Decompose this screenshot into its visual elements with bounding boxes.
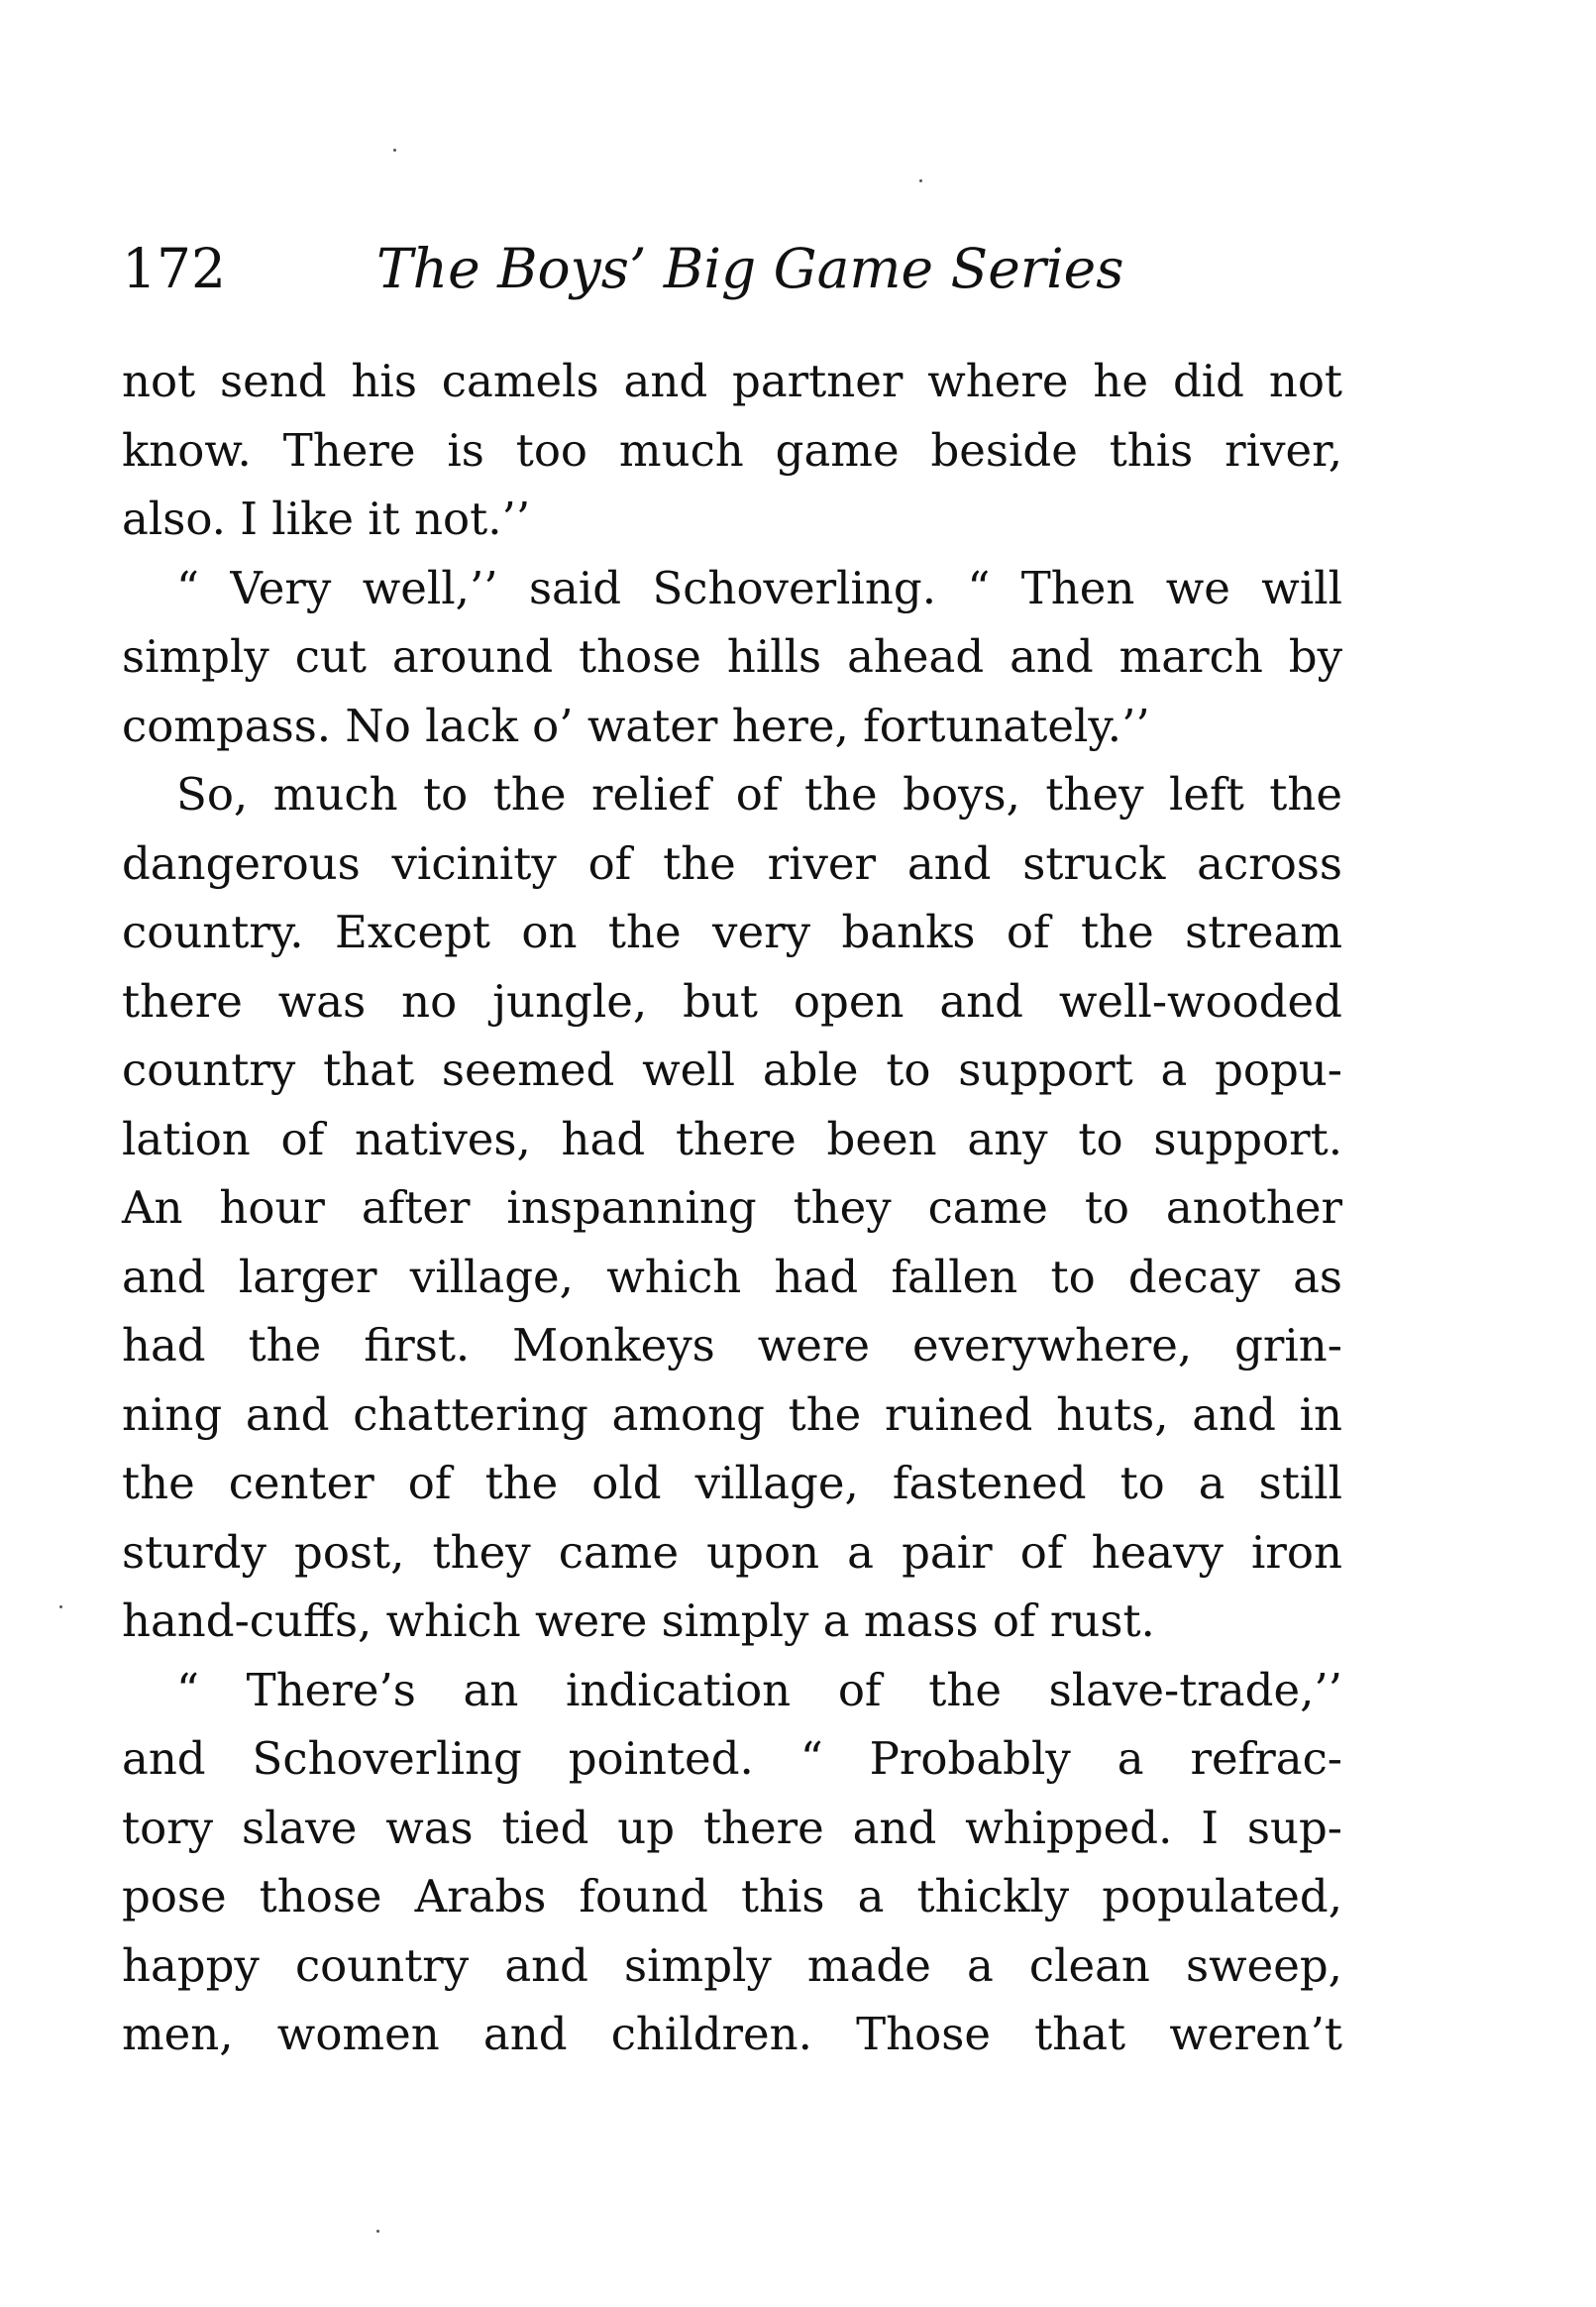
text-line-5: simply cut around those hills ahead and march by	[122, 630, 1342, 683]
text-line-14: and larger village, which had fallen to decay as	[122, 1250, 1342, 1303]
text-line-15: had the first. Monkeys were everywhere, grin-	[122, 1319, 1342, 1372]
text-line-11: country that seemed well able to support a popu-	[122, 1044, 1342, 1096]
text-line-12: lation of natives, had there been any to support.	[122, 1112, 1342, 1165]
text-line-9: country. Except on the very banks of the stream	[122, 906, 1342, 958]
page-number: 172	[122, 237, 226, 300]
text-line-21: and Schoverling pointed. “ Probably a refrac-	[122, 1732, 1342, 1785]
text-line-23: pose those Arabs found this a thickly populated,	[122, 1870, 1342, 1922]
text-line-4: “ Very well,’’ said Schoverling. “ Then we will	[176, 561, 1342, 614]
text-line-20: “ There’s an indication of the slave-trade,’’	[176, 1663, 1342, 1716]
text-line-7: So, much to the relief of the boys, they left the	[176, 768, 1342, 821]
text-line-22: tory slave was tied up there and whipped. I sup-	[122, 1801, 1342, 1854]
text-line-16: ning and chattering among the ruined huts, and in	[122, 1387, 1342, 1441]
print-speck	[59, 1605, 62, 1608]
text-line-24: happy country and simply made a clean sweep,	[122, 1938, 1342, 1992]
text-line-8: dangerous vicinity of the river and struck across	[122, 836, 1342, 890]
text-line-3: also. I like it not.’’	[122, 493, 531, 545]
print-speck	[376, 2230, 379, 2233]
text-line-1: not send his camels and partner where he did not	[122, 355, 1342, 407]
text-line-25: men, women and children. Those that weren’t	[122, 2008, 1342, 2060]
running-head	[122, 234, 1350, 303]
text-line-17: the center of the old village, fastened to a still	[122, 1457, 1342, 1509]
text-line-10: there was no jungle, but open and well-wooded	[122, 974, 1342, 1028]
running-title: The Boys’ Big Game Series	[376, 237, 1124, 300]
print-speck	[393, 149, 396, 152]
text-line-19: hand-cuffs, which were simply a mass of rust.	[122, 1594, 1155, 1647]
print-speck	[919, 179, 922, 182]
text-line-2: know. There is too much game beside this river,	[122, 423, 1342, 477]
text-line-18: sturdy post, they came upon a pair of heavy iron	[122, 1525, 1342, 1579]
body-text	[122, 347, 1342, 2069]
text-line-13: An hour after inspanning they came to another	[122, 1181, 1342, 1234]
text-line-6: compass. No lack o’ water here, fortunately.’’	[122, 699, 1150, 752]
